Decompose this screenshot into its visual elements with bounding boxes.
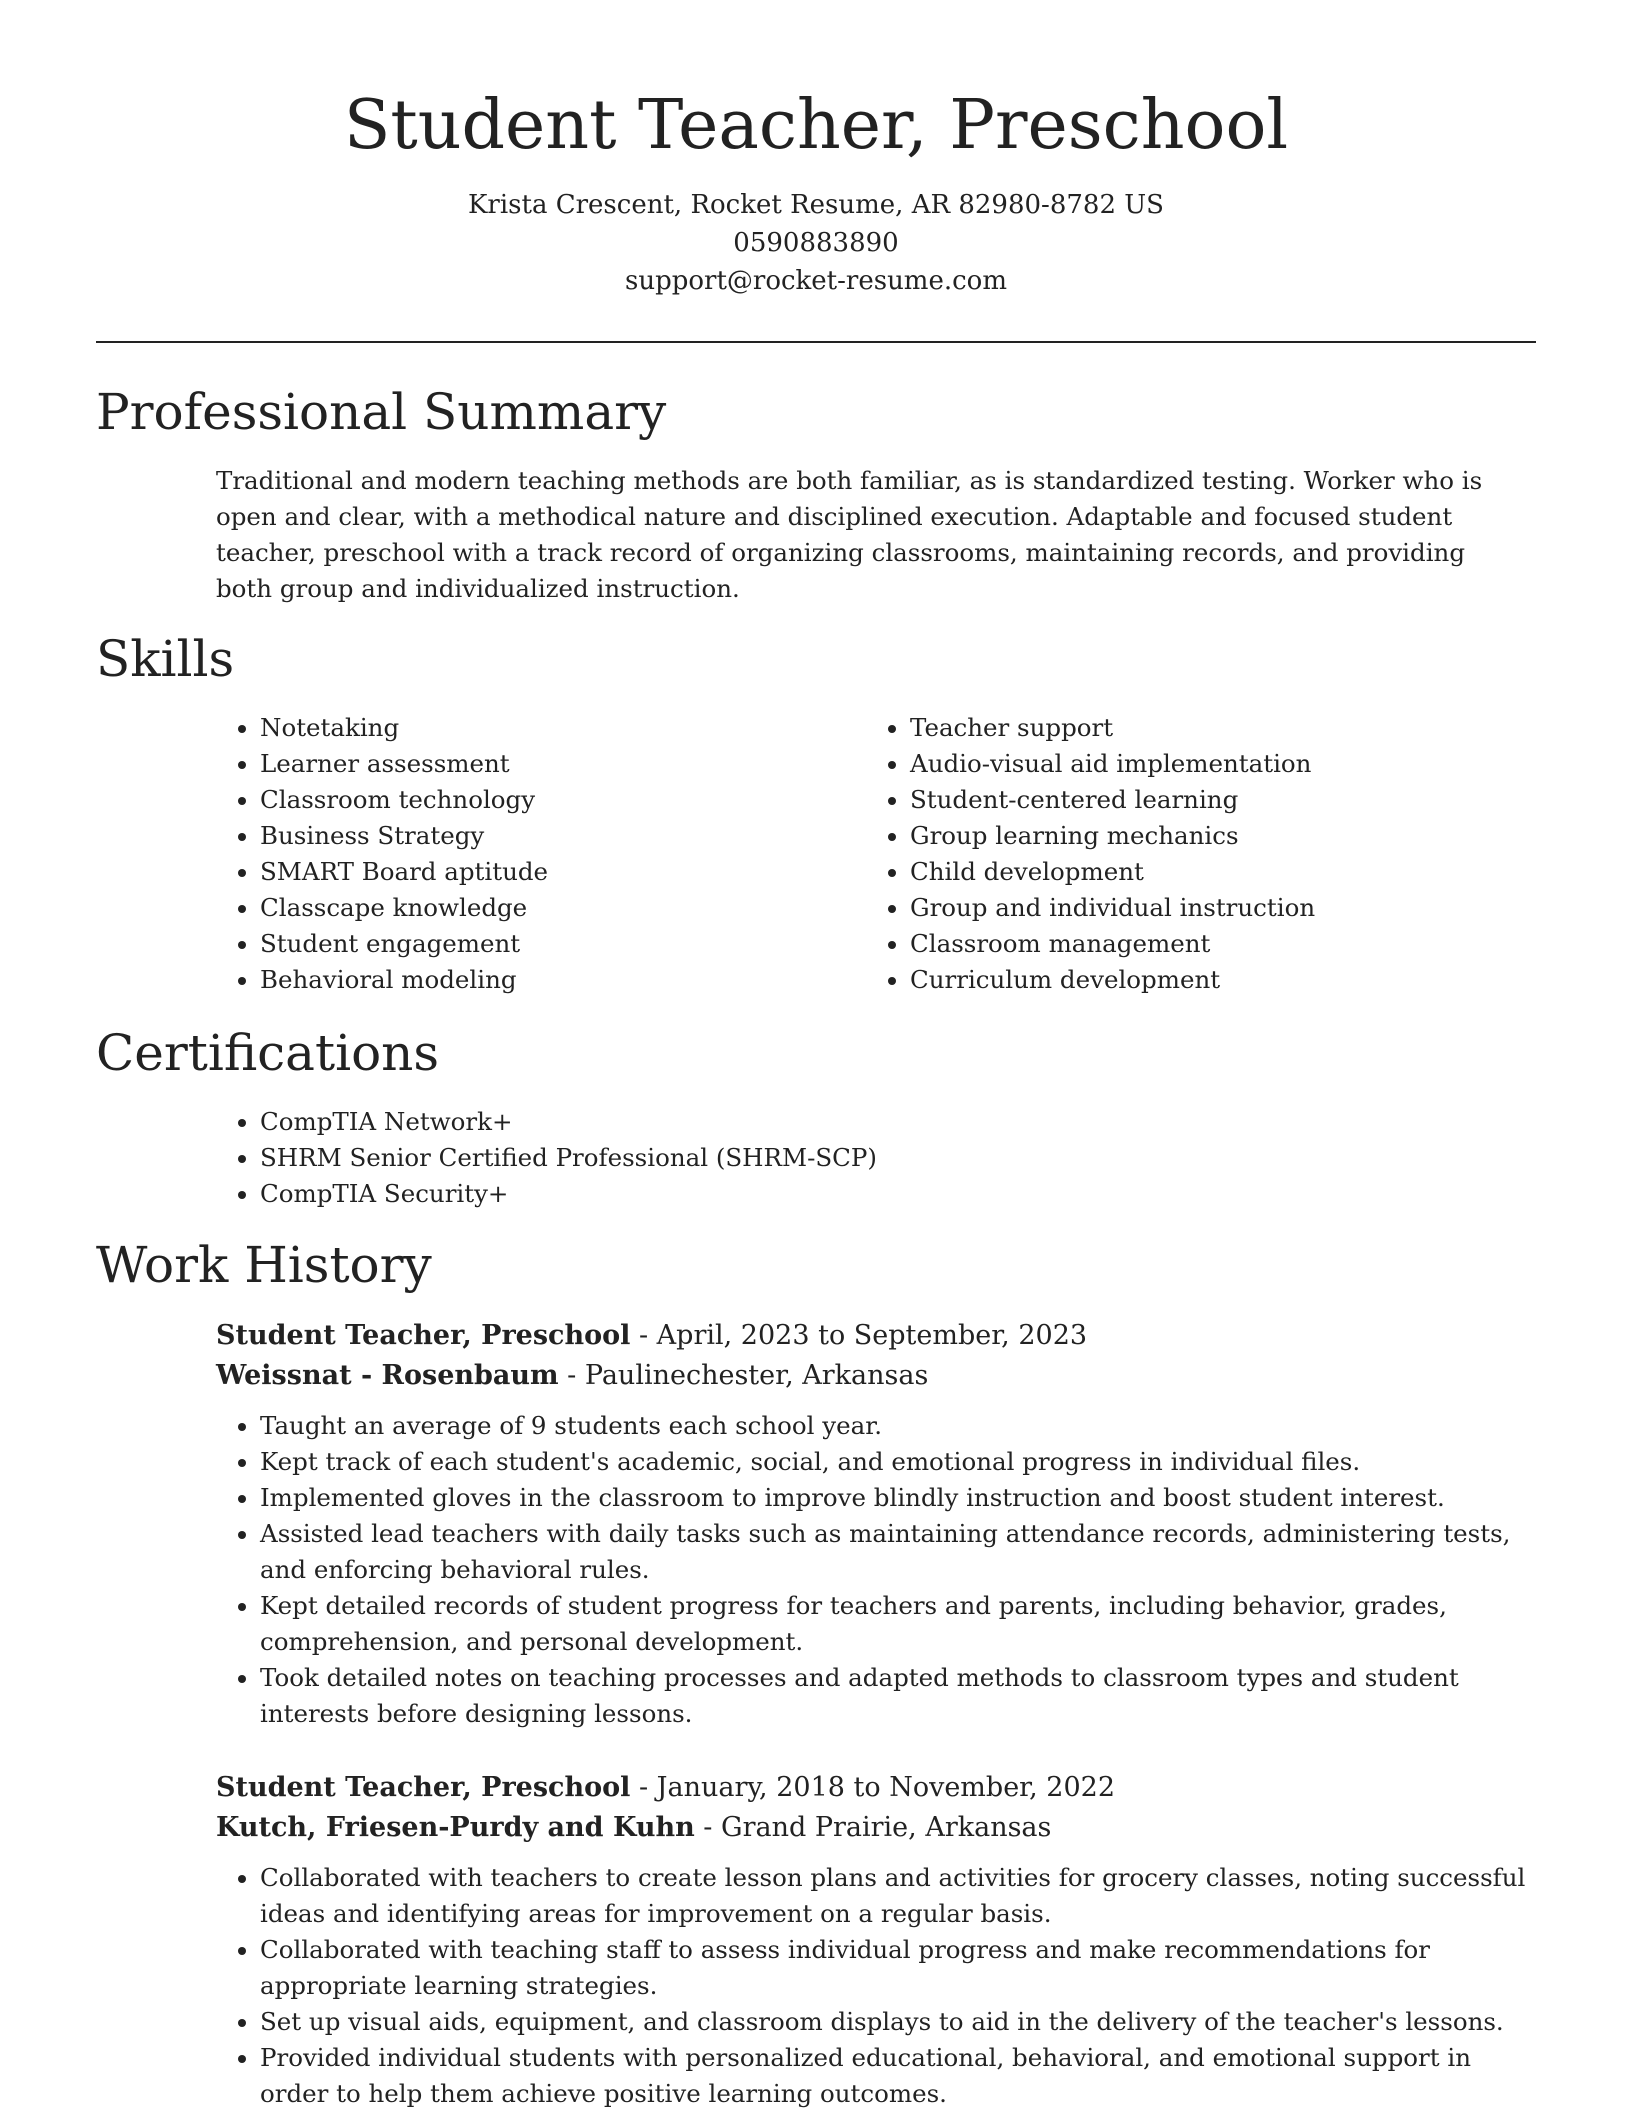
job-bullets (216, 1860, 1532, 2112)
skill-item: • Behavioral modeling (260, 962, 856, 998)
job-entry (216, 1768, 1532, 2112)
job-dates: - January, 2018 to November, 2022 (630, 1772, 1115, 1803)
skill-item: • Student-centered learning (910, 782, 1526, 818)
job-title: Student Teacher, Preschool (216, 1320, 631, 1351)
job-company-line (216, 1356, 1532, 1396)
skill-item: • Teacher support (910, 710, 1526, 746)
job-bullet: • Set up visual aids, equipment, and classroom displays to aid in the delivery of the teacher's lessons. (260, 2004, 1532, 2040)
header-divider (96, 341, 1536, 343)
skill-item: • Business Strategy (260, 818, 856, 854)
skill-item: • Curriculum development (910, 962, 1526, 998)
skill-item: • Audio-visual aid implementation (910, 746, 1526, 782)
skill-item: • Group and individual instruction (910, 890, 1526, 926)
job-bullets (216, 1408, 1532, 1732)
skill-item: • Classroom technology (260, 782, 856, 818)
skills-list-left (216, 710, 856, 998)
skill-item: • Classroom management (910, 926, 1526, 962)
job-bullet: • Taught an average of 9 students each school year. (260, 1408, 1532, 1444)
job-location: - Grand Prairie, Arkansas (694, 1812, 1052, 1843)
job-dates: - April, 2023 to September, 2023 (630, 1320, 1088, 1351)
job-bullet: • Took detailed notes on teaching processes and adapted methods to classroom types and student interests before designing lessons. (260, 1660, 1532, 1732)
skills-list-right (866, 710, 1526, 998)
certification-item: • CompTIA Security+ (260, 1176, 1526, 1212)
skill-item: • Child development (910, 854, 1526, 890)
certifications-block (216, 1104, 1526, 1212)
contact-block (96, 186, 1536, 300)
certification-item: • CompTIA Network+ (260, 1104, 1526, 1140)
skill-item: • SMART Board aptitude (260, 854, 856, 890)
section-title-summary: Professional Summary (96, 383, 667, 441)
job-bullet: • Collaborated with teaching staff to assess individual progress and make recommendations for appropriate learning strategies. (260, 1932, 1532, 2004)
skill-item: • Notetaking (260, 710, 856, 746)
section-title-certifications: Certifications (96, 1024, 440, 1082)
job-entry (216, 1316, 1532, 1732)
job-bullet: • Implemented gloves in the classroom to improve blindly instruction and boost student interest. (260, 1480, 1532, 1516)
skills-column-left (216, 710, 856, 998)
job-bullet: • Collaborated with teachers to create lesson plans and activities for grocery classes, noting successful ideas and identifying areas for improvement on a regular basis. (260, 1860, 1532, 1932)
job-company: Kutch, Friesen-Purdy and Kuhn (216, 1812, 695, 1843)
certifications-list (216, 1104, 1526, 1212)
job-title-line (216, 1316, 1532, 1356)
resume-header (96, 80, 1536, 300)
job-company-line (216, 1808, 1532, 1848)
job-company: Weissnat - Rosenbaum (216, 1360, 559, 1391)
contact-phone: 0590883890 (733, 228, 899, 258)
certification-item: • SHRM Senior Certified Professional (SHRM-SCP) (260, 1140, 1526, 1176)
contact-address: Krista Crescent, Rocket Resume, AR 82980-8782 US (468, 190, 1164, 220)
candidate-name: Student Teacher, Preschool (343, 86, 1289, 165)
section-title-work-history: Work History (96, 1236, 432, 1294)
job-bullet: • Kept track of each student's academic, social, and emotional progress in individual files. (260, 1444, 1532, 1480)
skill-item: • Group learning mechanics (910, 818, 1526, 854)
section-title-skills: Skills (96, 630, 235, 688)
job-title: Student Teacher, Preschool (216, 1772, 631, 1803)
job-location: - Paulinechester, Arkansas (558, 1360, 929, 1391)
contact-email: support@rocket-resume.com (624, 266, 1007, 296)
summary-text: Traditional and modern teaching methods are both familiar, as is standardized testing. Worker who is open and clear, with a methodical nature and disciplined execution. Adaptable and focused student teacher, preschool with a track record of organizing classrooms, maintaining records, and providing both group and individualized instruction. (216, 466, 1483, 603)
skill-item: • Student engagement (260, 926, 856, 962)
job-bullet: • Provided individual students with personalized educational, behavioral, and emotional support in order to help them achieve positive learning outcomes. (260, 2040, 1532, 2112)
skills-column-right (866, 710, 1526, 998)
skill-item: • Classcape knowledge (260, 890, 856, 926)
job-bullet: • Assisted lead teachers with daily tasks such as maintaining attendance records, administering tests, and enforcing behavioral rules. (260, 1516, 1532, 1588)
job-bullet: • Kept detailed records of student progress for teachers and parents, including behavior, grades, comprehension, and personal development. (260, 1588, 1532, 1660)
skill-item: • Learner assessment (260, 746, 856, 782)
job-title-line (216, 1768, 1532, 1808)
